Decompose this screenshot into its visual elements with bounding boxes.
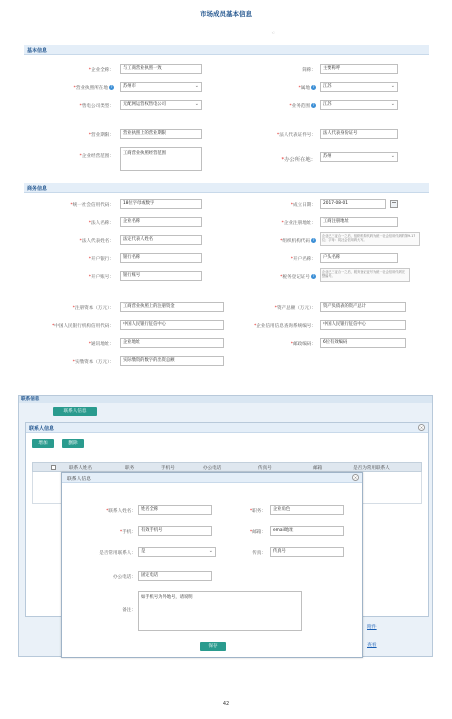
legal-name-label: *法人名称： (88, 221, 114, 226)
contact-info-tab[interactable]: 联系人信息 (53, 407, 97, 416)
col-email: 邮箱 (313, 466, 323, 471)
legal-rep-cert-label: *法人代表证件号： (276, 133, 316, 138)
bank-input[interactable]: 银行名称 (120, 253, 202, 263)
credit-code-input[interactable]: 18位字母或数字 (120, 199, 202, 209)
contact-name-label: *联系人姓名： (106, 509, 136, 514)
grid-type-select[interactable]: 无配网运营权售电公司 ⌄ (120, 100, 202, 110)
mobile-input[interactable]: 有效手机号 (138, 526, 212, 536)
pboc-code-input[interactable]: 中国人民银行征信中心 (120, 320, 224, 330)
bank-label: *开户银行： (88, 257, 114, 262)
contact-table-header (32, 462, 422, 472)
credit-code-label: *统一社会信用代码： (70, 203, 114, 208)
established-label: *成立日期： (290, 203, 316, 208)
total-assets-label: *资产总额（万元）： (274, 306, 316, 311)
email-label: *邮箱： (249, 530, 266, 535)
account-name-label: *开户名称： (290, 257, 316, 262)
view-link[interactable]: 查看 (367, 643, 377, 648)
office-location-label: *办公所在地： (281, 157, 316, 163)
address-input[interactable]: 企业地址 (120, 338, 224, 348)
office-phone-label: 办公电话： (113, 575, 136, 580)
office-location-select[interactable]: 苏州 ⌄ (320, 152, 398, 162)
established-input[interactable]: 2017-08-01 (320, 199, 386, 209)
dialog-title: 联系人信息 (67, 477, 91, 482)
business-term-input[interactable]: 营业执照上的营业期限 (120, 129, 202, 139)
contacts-window-title: 联系信息 (21, 397, 40, 402)
company-name-label: *企业全称： (88, 68, 114, 73)
paid-capital-label: *实缴资本（万元）： (72, 360, 114, 365)
legal-rep-cert-input[interactable]: 法人代表身份证号 (320, 129, 398, 139)
page-number: 42 (222, 701, 230, 707)
close-icon[interactable]: × (353, 475, 358, 480)
col-is-common: 是否为常用联系人 (353, 466, 390, 471)
license-location-label: *营业执照所在地 ? (73, 85, 113, 91)
account-no-input[interactable]: 银行账号 (120, 271, 202, 281)
help-icon[interactable]: ? (312, 274, 315, 278)
business-scope-label: *企业经营范围： (79, 154, 114, 159)
business-region-select[interactable]: 江苏 ⌄ (320, 100, 398, 110)
help-icon[interactable]: ? (312, 238, 315, 242)
email-input[interactable]: email地址 (270, 526, 344, 536)
contact-dialog (61, 472, 363, 658)
tax-no-tip: 企业已三证合一之后，税务登记证号为统一社会信用代码完整编号。 (320, 268, 410, 282)
office-phone-input[interactable]: 固定电话 (138, 571, 212, 581)
contact-name-input[interactable]: 姓名全称 (138, 505, 212, 515)
affiliation-label: *属地 ? (298, 85, 315, 91)
col-fax: 传真号 (258, 466, 272, 471)
add-button[interactable]: 增加 (32, 439, 54, 448)
zip-label: *邮政编码： (290, 342, 316, 347)
short-name-label: 简称： (302, 68, 316, 73)
reg-address-label: *企业注册地址： (281, 221, 316, 226)
credit-public-code-input[interactable]: 中国人民银行征信中心 (320, 320, 406, 330)
page-title: 市场成员基本信息 (200, 10, 252, 18)
reg-address-input[interactable]: 工商注册地址 (320, 217, 398, 227)
legal-rep-name-label: *法人代表姓名： (79, 239, 114, 244)
remark-label: 备注： (122, 608, 136, 613)
is-common-select[interactable]: 是 ⌄ (138, 547, 216, 557)
account-name-input[interactable]: 户头名称 (320, 253, 398, 263)
col-position: 职务 (125, 466, 135, 471)
company-name-input[interactable]: 与工商营业执照一致 (120, 64, 202, 74)
business-section-header (24, 183, 429, 193)
legal-rep-name-input[interactable]: 法定代表人姓名 (120, 235, 202, 245)
is-common-label: 是否常用联系人： (99, 551, 136, 556)
save-button[interactable]: 保存 (200, 642, 226, 651)
close-icon[interactable]: × (419, 425, 424, 430)
cursor-icon: ☜ (271, 30, 275, 35)
basic-section-title: 基本信息 (27, 48, 48, 54)
help-icon[interactable]: ? (110, 85, 113, 89)
business-region-label: *业务范围 ? (289, 103, 315, 109)
mobile-label: *手机： (119, 530, 136, 535)
basic-section-header (24, 45, 429, 55)
help-icon[interactable]: ? (312, 103, 315, 107)
contacts-window-topbar (19, 396, 432, 403)
fax-label: 传真： (252, 551, 266, 556)
pboc-code-label: *中国人民银行机构信用代码： (51, 324, 114, 329)
reg-capital-label: *注册资本（万元）： (72, 306, 114, 311)
contact-list-title: 联系人信息 (29, 426, 55, 432)
business-scope-textarea[interactable]: 工商营业执照经营范围 (120, 147, 202, 171)
col-mobile: 手机号 (161, 466, 175, 471)
business-term-label: *营业期限： (88, 133, 114, 138)
affiliation-select[interactable]: 江苏 ⌄ (320, 82, 398, 92)
remark-textarea[interactable]: 如手机号为外地号，请说明 (138, 591, 302, 631)
paid-capital-input[interactable]: 实际缴资的数字的出资总额 (120, 356, 224, 366)
delete-button[interactable]: 删除 (62, 439, 84, 448)
org-code-tip: 企业已三证合一之后，组织机构代码为统一社会信用代码的第9-17位；字母：同社会信用码大写。 (320, 232, 420, 246)
license-location-select[interactable]: 苏州市 ⌄ (120, 82, 202, 92)
fax-input[interactable]: 传真号 (270, 547, 344, 557)
credit-public-code-label: *企业信用信息查询系统编号： (253, 324, 316, 329)
help-icon[interactable]: ? (312, 85, 315, 89)
position-label: *职务： (249, 509, 266, 514)
reg-capital-input[interactable]: 工商营业执照上的注册资金 (120, 302, 224, 312)
zip-input[interactable]: 6位有效编码 (320, 338, 406, 348)
attachment-link[interactable]: 附件 (367, 625, 377, 630)
col-name: 联系人姓名 (69, 466, 92, 471)
dialog-header (62, 473, 362, 483)
grid-type-label: *售电公司类型： (79, 104, 114, 109)
contact-list-header (26, 423, 428, 433)
tax-no-label: *税务登记证号 ? (280, 274, 315, 280)
calendar-icon[interactable] (390, 200, 398, 208)
select-all-checkbox[interactable] (51, 465, 56, 470)
address-label: *通讯地址： (88, 342, 114, 347)
org-code-label: *组织机构代码 ? (280, 238, 315, 244)
total-assets-input[interactable]: 资产负债表的资产总计 (320, 302, 406, 312)
short-name-input[interactable]: 主要称呼 (320, 64, 398, 74)
legal-name-input[interactable]: 企业名称 (120, 217, 202, 227)
account-no-label: *开户账号： (88, 275, 114, 280)
member-info-panel (24, 43, 429, 373)
col-office-phone: 办公电话 (203, 466, 222, 471)
position-input[interactable]: 企业角色 (270, 505, 344, 515)
business-section-title: 商务信息 (27, 186, 48, 192)
